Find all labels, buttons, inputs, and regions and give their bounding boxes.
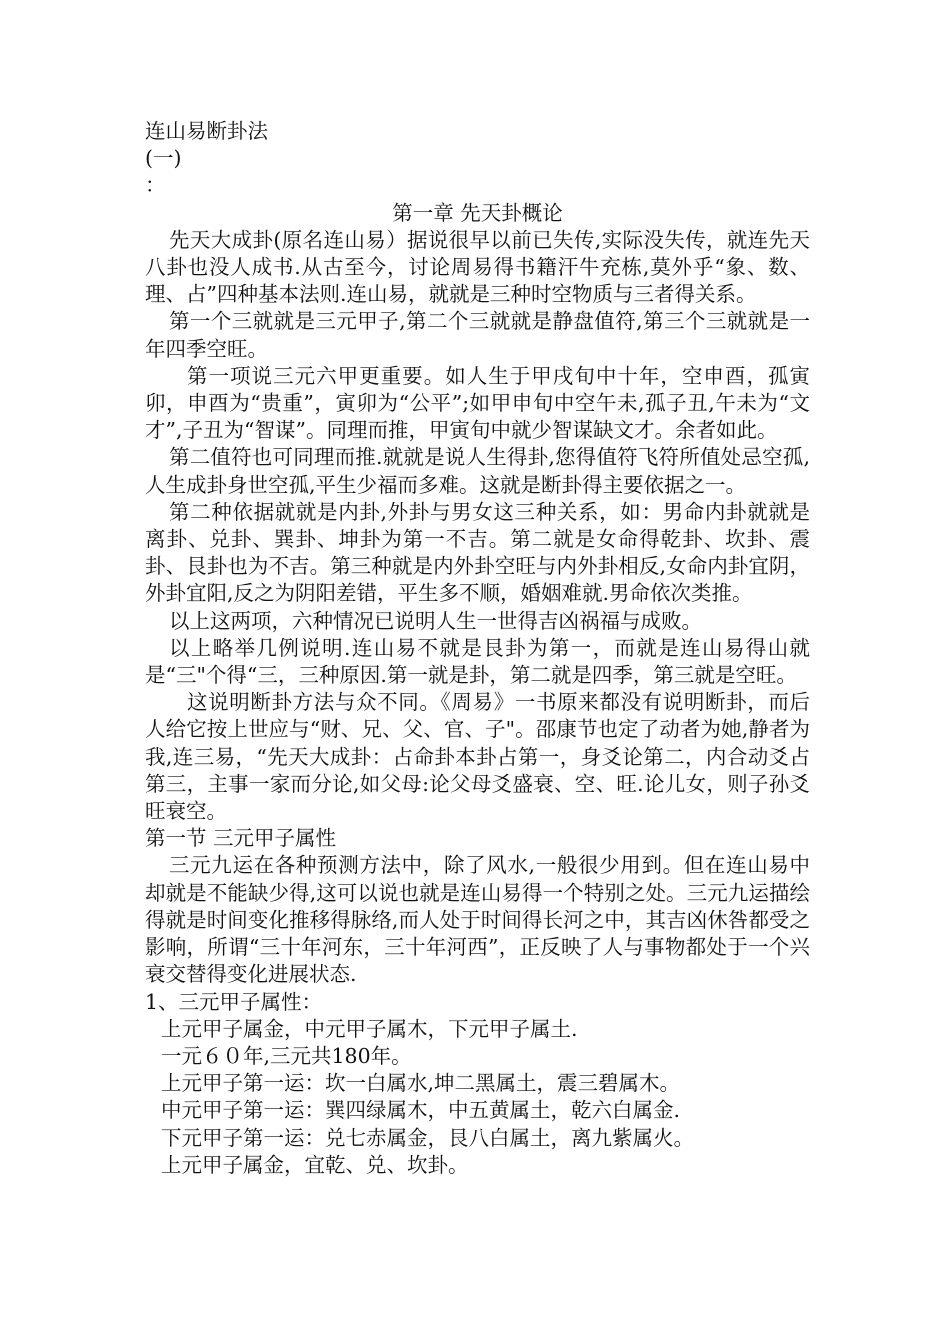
document-page [145,118,810,1179]
list-item: 中元甲子第一运：巽四绿属木，中五黄属土，乾六白属金. [161,1098,681,1123]
paragraph: 第一个三就就是三元甲子,第二个三就就是静盘值符,第三个三就就是一年四季空旺。 [145,309,810,361]
paragraph: 先天大成卦(原名连山易）据说很早以前已失传,实际没失传，就连先天八卦也没人成书.从古至今，讨论周易得书籍汗牛充栋,莫外乎“象、数、理、占”四种基本法则.连山易，就就是三种时空物质与三者得关系。 [145,227,810,307]
doc-title: 连山易断卦法 [145,119,268,143]
doc-colon: ： [145,173,166,198]
doc-subtitle: (一) [145,146,182,171]
list-item: 一元６０年,三元共180年。 [161,1043,412,1068]
section-paragraph: 三元九运在各种预测方法中，除了风水,一般很少用到。但在连山易中却就是不能缺少得,这可以说也就是连山易得一个特别之处。三元九运描绘得就是时间变化推移得脉络,而人处于时间得长河之中，其吉凶休咎都受之影响，所谓“三十年河东，三十年河西”，正反映了人与事物都处于一个兴衰交替得变化进展状态. [145,853,810,987]
list-item: 上元甲子第一运：坎一白属水,坤二黑属土，震三碧属木。 [161,1071,681,1096]
list-item: 下元甲子第一运：兑七赤属金，艮八白属土，离九紫属火。 [161,1125,694,1150]
list-item: 上元甲子属金，宜乾、兑、坎卦。 [161,1152,469,1177]
list-item: 上元甲子属金，中元甲子属木，下元甲子属土. [161,1016,578,1041]
paragraph: 以上略举几例说明.连山易不就是艮卦为第一，而就是连山易得山就是“三"个得“三，三种原因.第一就是卦，第二就是四季，第三就是空旺。 [145,635,810,688]
section-heading: 第一节 三元甲子属性 [145,826,337,851]
paragraph: 这说明断卦方法与众不同。《周易》一书原来都没有说明断卦，而后人给它按上世应与“财、兄、父、官、子"。邵康节也定了动者为她,静者为我,连三易，“先天大成卦：占命卦本卦占第一，身爻论第二，内合动爻占第三，主事一家而分论,如父母:论父母爻盛衰、空、旺.论儿女，则子孙爻旺衰空。 [145,690,810,824]
chapter-heading: 第一章 先天卦概论 [392,200,563,225]
paragraph: 第二值符也可同理而推.就就是说人生得卦,您得值符飞符所值处忌空孤,人生成卦身世空孤,平生少福而多难。这就是断卦得主要依据之一。 [145,445,810,497]
list-heading: 1、三元甲子属性： [145,989,323,1014]
paragraph: 以上这两项，六种情况已说明人生一世得吉凶祸福与成败。 [169,608,702,633]
paragraph: 第一项说三元六甲更重要。如人生于甲戌旬中十年，空申酉，孤寅卯，申酉为“贵重”，寅卯为“公平”;如甲申旬中空午未,孤子丑,午未为“文才”,子丑为“智谋”。同理而推，甲寅旬中就少智谋缺文才。余者如此。 [145,363,810,443]
paragraph: 第二种依据就就是内卦,外卦与男女这三种关系，如：男命内卦就就是离卦、兑卦、巽卦、坤卦为第一不吉。第二就是女命得乾卦、坎卦、震卦、艮卦也为不吉。第三种就是内外卦空旺与内外卦相反,女命内卦宜阴，外卦宜阳,反之为阴阳差错，平生多不顺，婚姻难就.男命依次类推。 [145,499,810,606]
